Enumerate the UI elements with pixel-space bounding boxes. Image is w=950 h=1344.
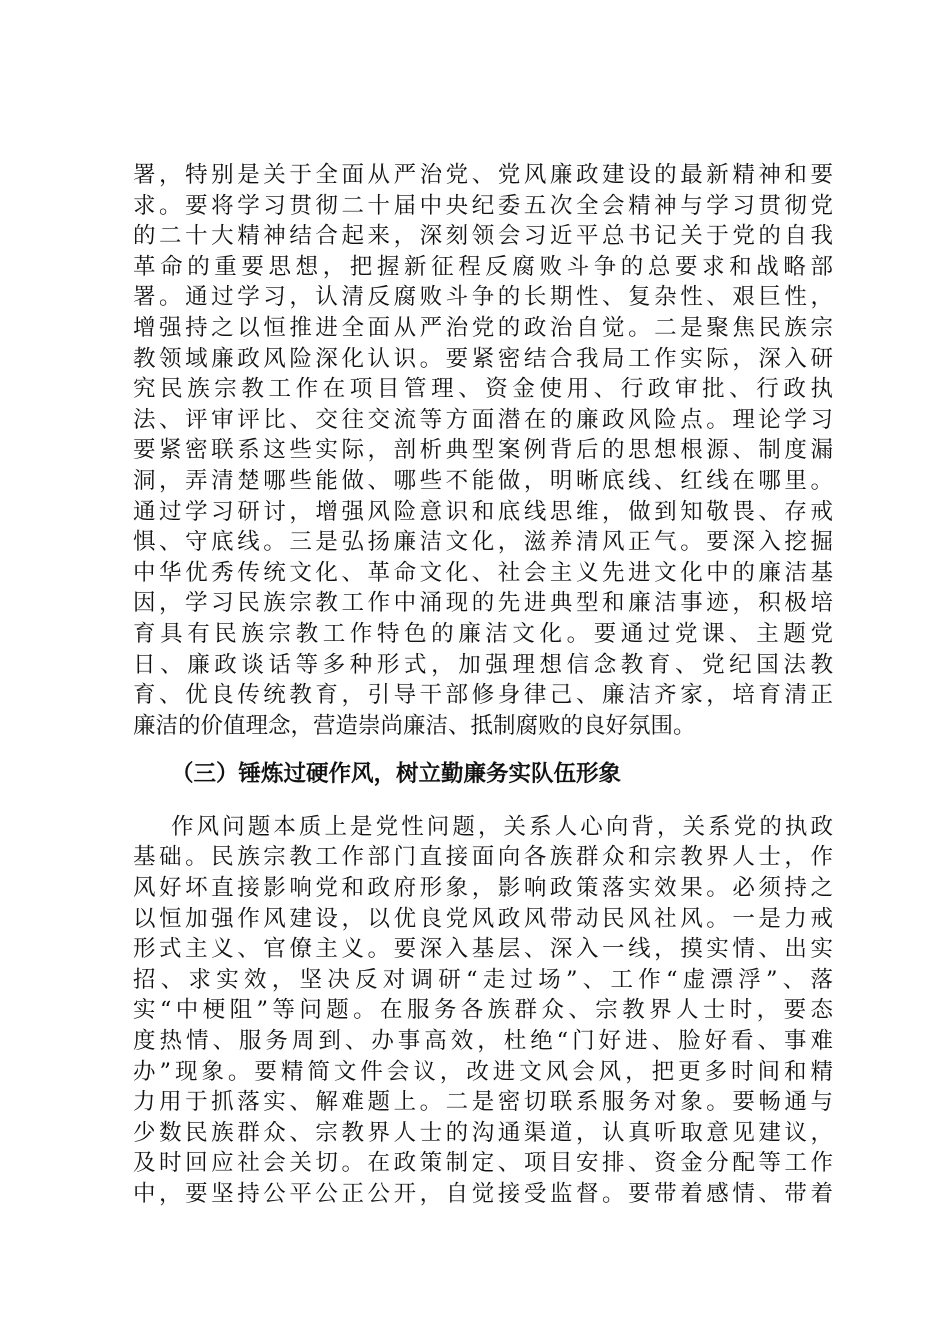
text-line: 形式主义、官僚主义。要深入基层、深入一线，摸实情、出实 [133,936,833,963]
text-line: 育具有民族宗教工作特色的廉洁文化。要通过党课、主题党 [133,620,833,647]
text-line: 洞，弄清楚哪些能做、哪些不能做，明晰底线、红线在哪里。 [133,467,833,494]
text-line: 法、评审评比、交往交流等方面潜在的廉政风险点。理论学习 [133,406,833,433]
text-line: 招、求实效，坚决反对调研“走过场”、工作“虚漂浮”、落 [133,966,833,993]
text-line: 中华优秀传统文化、革命文化、社会主义先进文化中的廉洁基 [133,559,833,586]
text-line: 教领域廉政风险深化认识。要紧密结合我局工作实际，深入研 [133,345,833,372]
text-line: 基础。民族宗教工作部门直接面向各族群众和宗教界人士，作 [133,844,833,871]
text-line: 以恒加强作风建设，以优良党风政风带动民风社风。一是力戒 [133,905,833,932]
text-line: 求。要将学习贯彻二十届中央纪委五次全会精神与学习贯彻党 [133,192,833,219]
text-line: 惧、守底线。三是弘扬廉洁文化，滋养清风正气。要深入挖掘 [133,529,833,556]
text-line: 日、廉政谈话等多种形式，加强理想信念教育、党纪国法教 [133,651,833,678]
text-line: 署，特别是关于全面从严治党、党风廉政建设的最新精神和要 [133,162,833,188]
text-line: 作风问题本质上是党性问题，关系人心向背，关系党的执政 [171,813,833,840]
text-line: 的二十大精神结合起来，深刻领会习近平总书记关于党的自我 [133,223,833,250]
text-line: 中，要坚持公平公正公开，自觉接受监督。要带着感情、带着 [133,1181,833,1207]
text-line: 要紧密联系这些实际，剖析典型案例背后的思想根源、制度漏 [133,437,833,464]
text-line: 力用于抓落实、解难题上。二是密切联系服务对象。要畅通与 [133,1089,833,1116]
paragraph-continued [133,160,833,741]
text-line: 因，学习民族宗教工作中涌现的先进典型和廉洁事迹，积极培 [133,590,833,617]
text-line: 增强持之以恒推进全面从严治党的政治自觉。二是聚焦民族宗 [133,314,833,341]
section-heading: （三）锤炼过硬作风，树立勤廉务实队伍形象 [171,761,622,788]
text-line: 革命的重要思想，把握新征程反腐败斗争的总要求和战略部 [133,253,833,280]
text-line: 办”现象。要精简文件会议，改进文风会风，把更多时间和精 [133,1058,833,1085]
text-line: 风好坏直接影响党和政府形象，影响政策落实效果。必须持之 [133,875,833,902]
text-line: 度热情、服务周到、办事高效，杜绝“门好进、脸好看、事难 [133,1028,833,1055]
text-line: 署。通过学习，认清反腐败斗争的长期性、复杂性、艰巨性， [133,284,833,311]
text-line: 实“中梗阻”等问题。在服务各族群众、宗教界人士时，要态 [133,997,833,1024]
text-line: 育、优良传统教育，引导干部修身律己、廉洁齐家，培育清正 [133,682,833,709]
paragraph-section-three [133,812,833,1210]
text-line: 少数民族群众、宗教界人士的沟通渠道，认真听取意见建议， [133,1119,833,1146]
text-line: 廉洁的价值理念，营造崇尚廉洁、抵制腐败的良好氛围。 [133,712,696,739]
text-line: 究民族宗教工作在项目管理、资金使用、行政审批、行政执 [133,376,833,403]
document-page [133,160,833,1210]
text-line: 通过学习研讨，增强风险意识和底线思维，做到知敬畏、存戒 [133,498,833,525]
text-line: 及时回应社会关切。在政策制定、项目安排、资金分配等工作 [133,1150,833,1177]
